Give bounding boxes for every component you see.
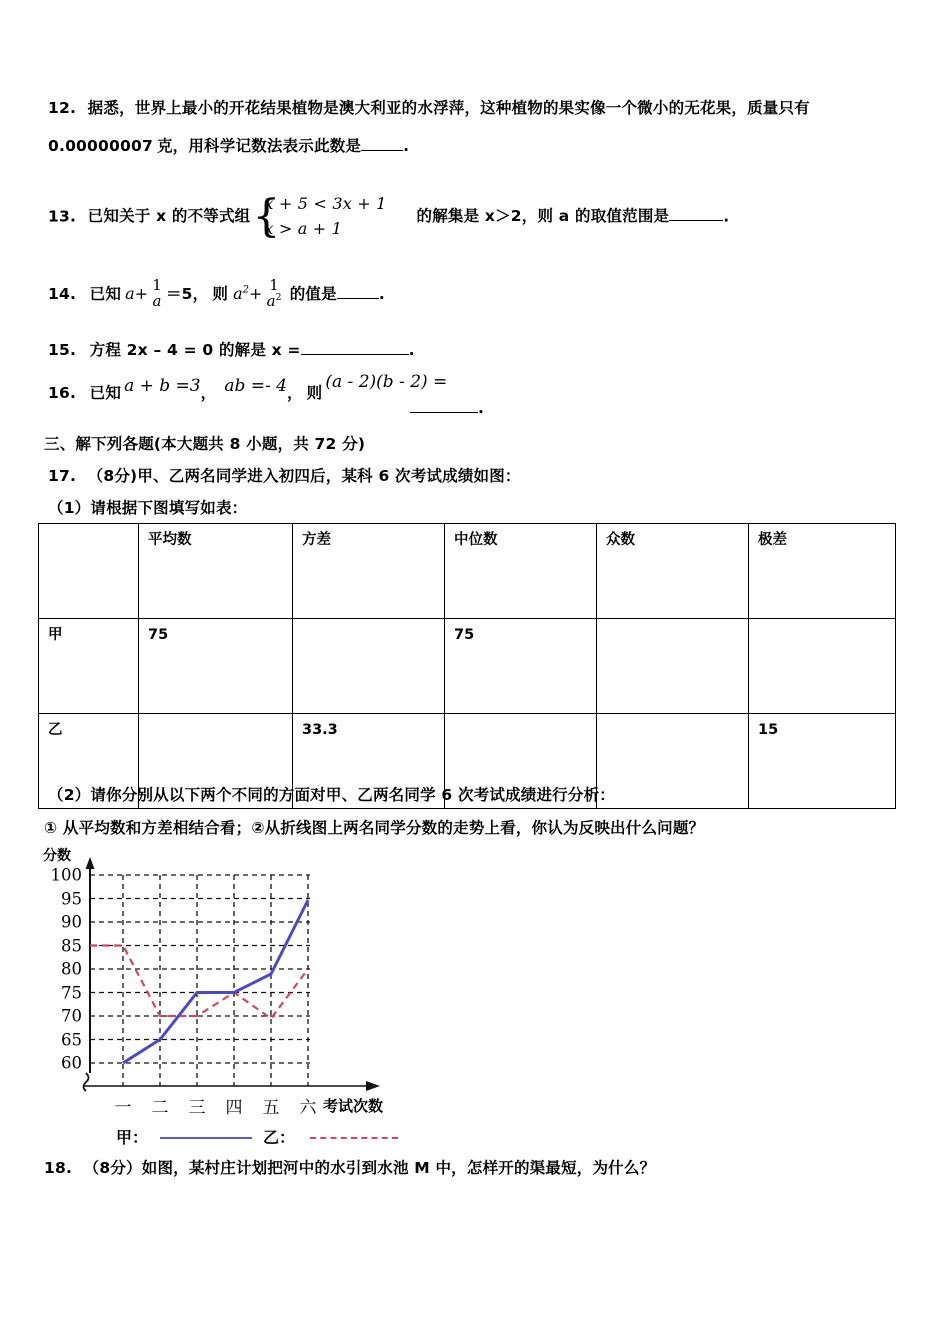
table-header-mean: 平均数 <box>139 524 293 619</box>
question-14-text-a: 已知 <box>89 285 122 303</box>
question-12-line-2 <box>48 136 409 157</box>
x-tick-2: 二 <box>151 1098 169 1118</box>
y-axis-arrow-icon <box>86 857 95 869</box>
x-tick-4: 四 <box>225 1098 243 1118</box>
line-chart <box>38 845 438 1145</box>
x-tick-3: 三 <box>188 1098 206 1118</box>
cell-yi-variance[interactable]: 33.3 <box>293 714 445 809</box>
question-14-period: . <box>378 285 385 303</box>
x-tick-5: 五 <box>262 1098 280 1118</box>
question-16-answer-line <box>410 398 484 419</box>
question-12-value: 0.00000007 <box>48 137 153 155</box>
table-header-mode: 众数 <box>597 524 749 619</box>
question-13 <box>48 192 729 242</box>
question-14-text-c: 的值是 <box>289 285 337 303</box>
question-15 <box>48 340 415 361</box>
y-tick-65: 65 <box>61 1030 82 1049</box>
inequality-row-2: x > a + 1 <box>264 218 343 238</box>
section-3-heading: 三、解下列各题(本大题共 8 小题，共 72 分) <box>44 435 366 453</box>
y-tick-75: 75 <box>61 983 82 1002</box>
y-tick-80: 80 <box>61 959 82 979</box>
fraction2-denominator: $a^2$ <box>266 291 282 310</box>
question-16-number: 16. <box>48 384 77 402</box>
question-15-number: 15. <box>48 341 77 359</box>
question-16 <box>48 372 448 405</box>
question-16-expr-2: ab =- 4 <box>224 376 287 396</box>
y-tick-95: 95 <box>61 889 82 908</box>
table-header-variance: 方差 <box>293 524 445 619</box>
y-tick-85: 85 <box>61 936 82 955</box>
question-13-text-a: 已知关于 x 的不等式组 <box>87 207 251 226</box>
question-13-text-b: 的解集是 x＞2，则 a 的取值范围是 <box>416 207 670 226</box>
legend-swatch-jia <box>160 1137 252 1139</box>
fraction-one-over-a-squared <box>264 278 285 310</box>
question-18-stem: （8分）如图，某村庄计划把河中的水引到水池 M 中，怎样开的渠最短，为什么？ <box>83 1159 656 1177</box>
chart-canvas <box>38 845 438 1115</box>
question-18 <box>44 1158 655 1179</box>
table-row-label-jia: 甲 <box>39 619 139 714</box>
legend-swatch-yi <box>310 1137 398 1139</box>
y-tick-60: 60 <box>61 1053 82 1073</box>
question-12-answer-blank[interactable] <box>361 150 403 151</box>
question-13-answer-blank[interactable] <box>669 220 723 221</box>
question-12-number: 12. <box>48 99 77 117</box>
y-tick-100: 100 <box>50 865 82 885</box>
question-16-expr-3: (a - 2)(b - 2) = <box>325 372 448 392</box>
question-17 <box>48 466 521 487</box>
chart-x-axis-title: 考试次数 <box>323 1097 384 1115</box>
cell-yi-range[interactable]: 15 <box>749 714 896 809</box>
fraction-denominator: a <box>152 291 162 310</box>
question-14 <box>48 278 385 310</box>
question-14-plus: + <box>134 284 149 303</box>
statistics-table <box>38 523 896 809</box>
table-header-range: 极差 <box>749 524 896 619</box>
question-14-answer-blank[interactable] <box>337 298 379 299</box>
question-17-sub-2: （2）请你分别从以下两个不同的方面对甲、乙两名同学 6 次考试成绩进行分析： <box>48 786 615 804</box>
question-16-text-b: 则 <box>306 384 323 402</box>
question-13-period: . <box>723 207 730 226</box>
inequality-row-1: x + 5 < 3x + 1 <box>264 194 387 213</box>
cell-yi-mode[interactable] <box>597 714 749 809</box>
fraction-one-over-a <box>149 278 165 310</box>
question-16-comma-1: ， <box>200 384 217 402</box>
question-14-text-b: 则 <box>212 285 229 303</box>
question-14-eq: ＝5， <box>165 285 209 303</box>
left-brace-icon: { <box>252 190 281 242</box>
series-jia-line <box>123 900 308 1063</box>
question-15-text: 方程 2x – 4 = 0 的解是 x = <box>89 341 301 359</box>
fraction-numerator: 1 <box>152 276 162 294</box>
table-header-median: 中位数 <box>445 524 597 619</box>
x-tick-6: 六 <box>299 1098 317 1118</box>
table-header-row <box>39 524 896 619</box>
table-header-corner <box>39 524 139 619</box>
question-14-number: 14. <box>48 285 77 303</box>
question-16-text-a: 已知 <box>89 384 122 402</box>
question-18-number: 18. <box>44 1159 73 1177</box>
question-15-answer-blank[interactable] <box>301 354 409 355</box>
question-12-line-1 <box>48 98 810 119</box>
y-tick-90: 90 <box>61 912 82 932</box>
question-16-comma-2: ， <box>286 384 303 402</box>
question-12-text-rest: 克，用科学记数法表示此数是 <box>156 137 362 155</box>
question-14-var-a: a <box>125 284 135 303</box>
question-16-period: . <box>478 399 485 417</box>
cell-jia-mean[interactable]: 75 <box>139 619 293 714</box>
legend-label-jia: 甲： <box>116 1128 149 1147</box>
question-13-number: 13. <box>48 207 77 226</box>
cell-jia-mode[interactable] <box>597 619 749 714</box>
axis-break-icon <box>84 1073 89 1091</box>
x-tick-1: 一 <box>114 1098 132 1118</box>
cell-jia-median[interactable]: 75 <box>445 619 597 714</box>
x-axis-arrow-icon <box>366 1081 380 1091</box>
question-15-period: . <box>408 341 415 359</box>
y-tick-70: 70 <box>61 1006 82 1026</box>
question-17-stem: （8分)甲、乙两名同学进入初四后，某科 6 次考试成绩如图： <box>87 467 521 485</box>
inequality-system <box>252 192 386 242</box>
question-16-expr-1: a + b =3 <box>124 376 201 396</box>
question-17-sub-3: ① 从平均数和方差相结合看；②从折线图上两名同学分数的走势上看，你认为反映出什么问题？ <box>44 819 705 837</box>
chart-legend <box>38 1125 398 1155</box>
table-row <box>39 619 896 714</box>
question-17-sub-1: （1）请根据下图填写如表： <box>48 499 248 517</box>
question-17-number: 17. <box>48 467 77 485</box>
question-14-plus2: + <box>249 284 263 303</box>
table-row-label-yi: 乙 <box>39 714 139 809</box>
question-12-text: 据悉，世界上最小的开花结果植物是澳大利亚的水浮萍，这种植物的果实像一个微小的无花果，质量只有 <box>87 99 810 117</box>
question-12-period: . <box>403 137 410 155</box>
chart-y-axis-title: 分数 <box>43 848 71 864</box>
fraction2-numerator: 1 <box>269 276 280 294</box>
question-14-var-a2: $a^2$ <box>233 284 249 303</box>
legend-label-yi: 乙： <box>263 1128 296 1147</box>
cell-jia-range[interactable] <box>749 619 896 714</box>
question-16-answer-blank[interactable] <box>410 412 478 413</box>
vertical-gridlines <box>123 875 308 1086</box>
cell-jia-variance[interactable] <box>293 619 445 714</box>
